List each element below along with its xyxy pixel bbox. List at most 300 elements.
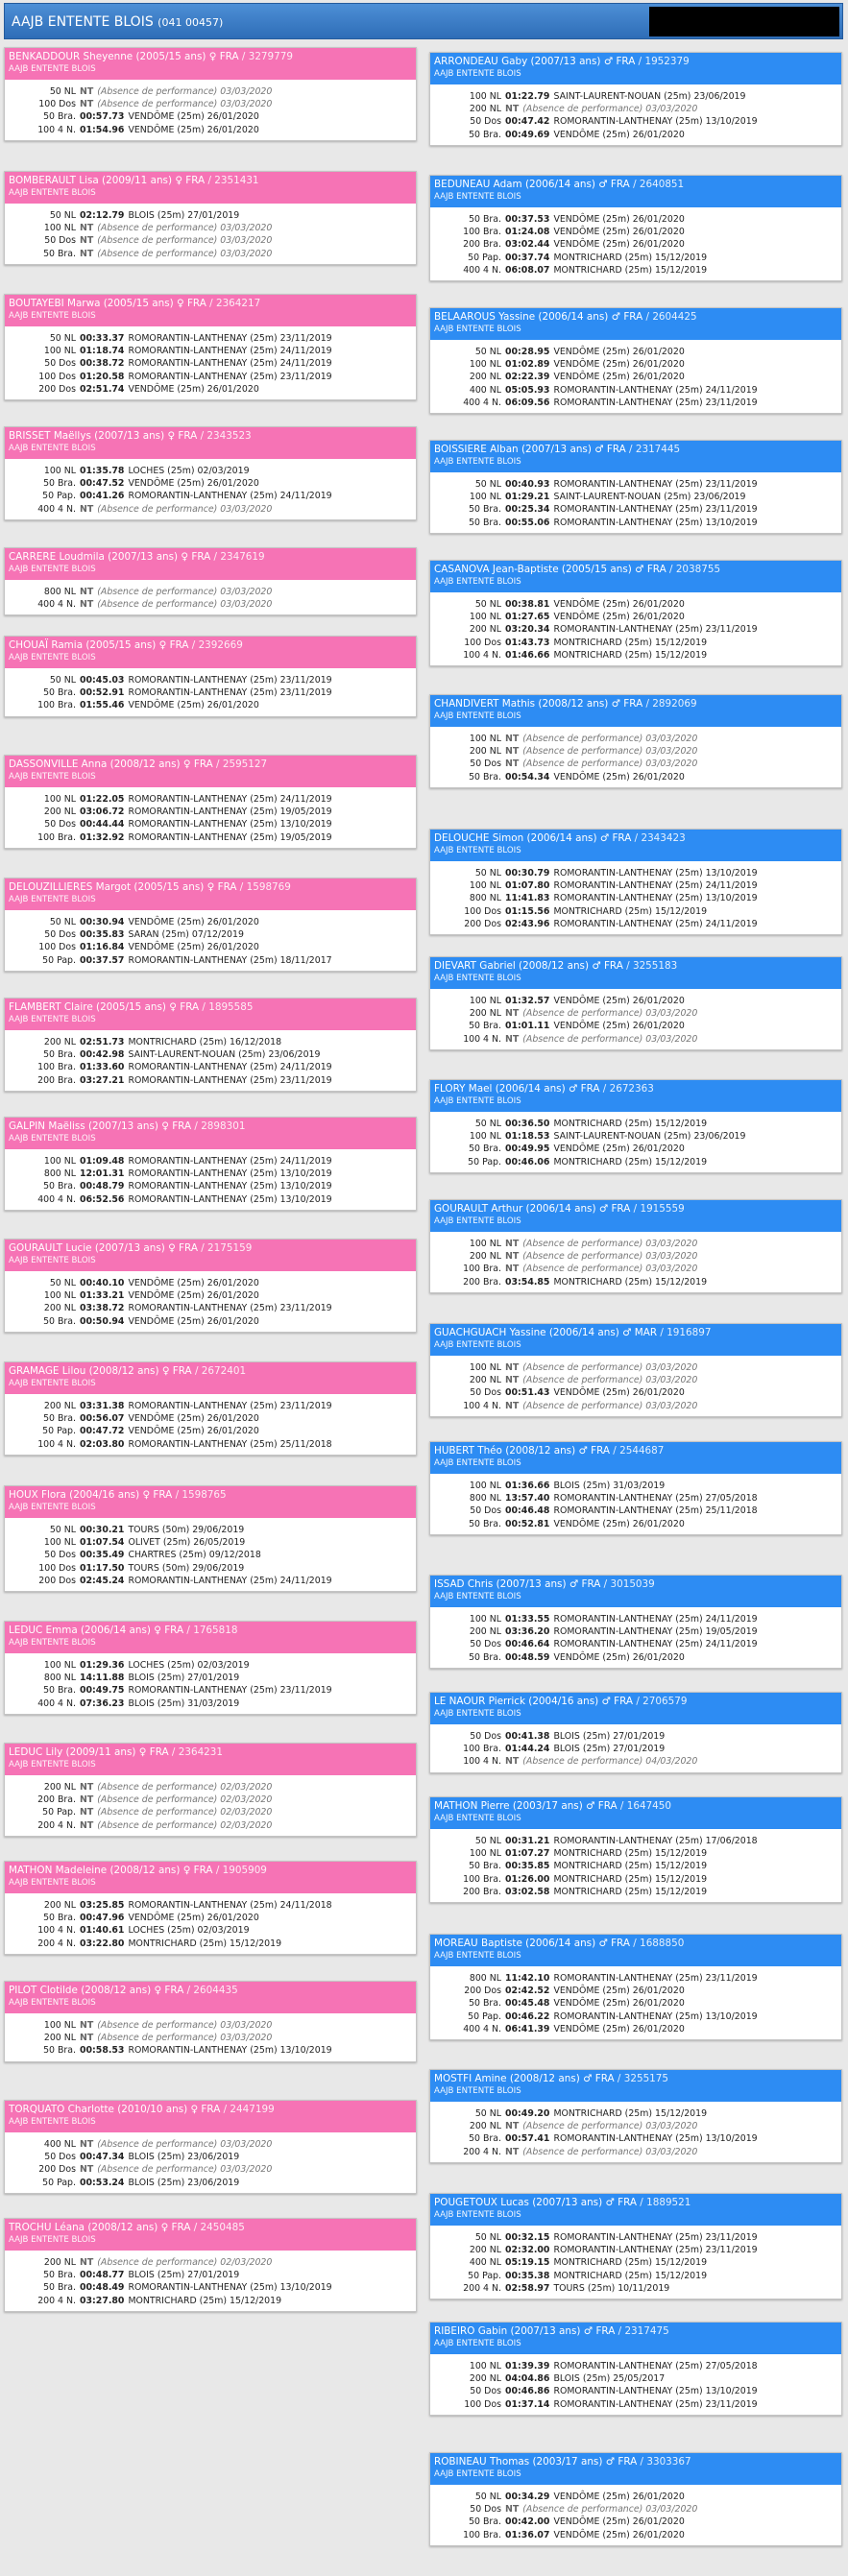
performance-time: 05:05.93 (505, 384, 550, 396)
swimmer-name[interactable] (434, 1800, 837, 1813)
swimmer-name[interactable] (434, 444, 837, 456)
event-name: 200 Bra. (463, 239, 501, 251)
event-name: 200 NL (469, 2245, 501, 2256)
swimmer-name-text[interactable]: CHANDIVERT Mathis (2008/12 ans) (434, 698, 609, 710)
performance-time: 00:49.69 (505, 129, 550, 140)
swimmer-name[interactable] (9, 430, 412, 443)
performance-location-date: LOCHES (25m) 02/03/2019 (128, 1925, 250, 1937)
swimmer-name-text[interactable]: DASSONVILLE Anna (2008/12 ans) (9, 758, 181, 770)
performance-time: NT (80, 2139, 94, 2150)
performance-row (430, 1238, 841, 1250)
performance-time: 00:41.26 (80, 491, 125, 502)
performance-time: NT (80, 1782, 94, 1793)
swimmer-name-text[interactable]: MATHON Madeleine (2008/12 ans) (9, 1865, 181, 1876)
swimmer-name[interactable] (434, 2197, 837, 2209)
swimmer-name-text[interactable]: GRAMAGE Lilou (2008/12 ans) (9, 1365, 159, 1377)
swimmer-name-text[interactable]: PILOT Clotilde (2008/12 ans) (9, 1985, 152, 1996)
event-name: 100 4 N. (37, 1438, 76, 1450)
swimmer-name[interactable] (9, 175, 412, 187)
swimmer-card (4, 294, 417, 400)
licence-id: 1916897 (666, 1327, 712, 1338)
event-name: 50 Dos (44, 819, 76, 831)
swimmer-name-text[interactable]: DELOUZILLIERES Margot (2005/15 ans) (9, 881, 205, 893)
performance-location-date: ROMORANTIN-LANTHENAY (25m) 13/10/2019 (128, 2282, 332, 2294)
event-name: 400 4 N. (37, 1193, 76, 1205)
swimmer-name-text[interactable]: GALPIN Maëliss (2007/13 ans) (9, 1120, 158, 1132)
swimmer-card (429, 1323, 842, 1417)
licence-id: 1765818 (193, 1625, 238, 1636)
event-name: 200 Dos (464, 1986, 501, 1997)
swimmer-name-text[interactable]: CHOUAÏ Ramia (2005/15 ans) (9, 639, 157, 651)
performance-row (5, 1412, 416, 1425)
swimmer-name[interactable] (434, 960, 837, 973)
licence-id: 2364231 (178, 1746, 224, 1758)
swimmer-card-header (430, 308, 841, 340)
swimmer-name-text[interactable]: POUGETOUX Lucas (2007/13 ans) (434, 2197, 603, 2208)
performance-time: 03:02.58 (505, 1886, 550, 1897)
performance-time: 03:54.85 (505, 1276, 550, 1288)
swimmer-name[interactable] (9, 1625, 412, 1637)
club-name: AAJB ENTENTE BLOIS (9, 188, 96, 198)
event-name: 100 NL (469, 1239, 501, 1249)
swimmer-card (4, 2100, 417, 2194)
swimmer-name-text[interactable]: CARRERE Loudmila (2007/13 ans) (9, 551, 179, 563)
swimmer-name[interactable] (9, 1865, 412, 1877)
performance-list (430, 1232, 841, 1292)
swimmer-name[interactable] (434, 1938, 837, 1950)
performance-location-date: (Absence de performance) 03/03/2020 (97, 503, 273, 515)
performance-location-date: (Absence de performance) 03/03/2020 (522, 104, 698, 115)
nationality: FRA (581, 1578, 601, 1590)
swimmer-name-text[interactable]: HUBERT Théo (2008/12 ans) (434, 1445, 576, 1457)
club-name: AAJB ENTENTE BLOIS (9, 444, 96, 453)
performance-time: 01:36.66 (505, 1481, 550, 1491)
swimmer-name-text[interactable]: BOISSIERE Alban (2007/13 ans) (434, 444, 592, 455)
event-name: 100 NL (43, 1290, 76, 1302)
event-name: 200 NL (469, 624, 501, 636)
event-name: 50 NL (49, 917, 76, 927)
performance-location-date: VENDÔME (25m) 26/01/2020 (553, 359, 685, 371)
performance-time: NT (505, 2504, 520, 2516)
swimmer-name-text[interactable]: RIBEIRO Gabin (2007/13 ans) (434, 2325, 581, 2337)
performance-row (430, 2529, 841, 2541)
performance-location-date: BLOIS (25m) 31/03/2019 (553, 1481, 666, 1491)
id-separator: / (191, 1120, 202, 1132)
swimmer-name[interactable] (434, 56, 837, 68)
club-code: (041 00457) (157, 16, 224, 29)
performance-time: 00:42.00 (505, 2516, 550, 2528)
event-name: 100 4 N. (463, 1033, 501, 1045)
performance-row (5, 2163, 416, 2176)
swimmer-name[interactable] (9, 1489, 412, 1502)
performance-row (430, 1020, 841, 1032)
performance-location-date: VENDÔME (25m) 26/01/2020 (553, 2023, 685, 2034)
swimmer-name[interactable] (9, 51, 412, 63)
swimmer-name[interactable] (434, 2325, 837, 2338)
performance-row (430, 2372, 841, 2385)
event-name: 50 Bra. (469, 1651, 501, 1663)
performance-location-date: MONTRICHARD (25m) 15/12/2019 (553, 1861, 708, 1872)
event-name: 50 NL (474, 2492, 501, 2502)
performance-row (430, 1755, 841, 1768)
event-name: 100 NL (469, 91, 501, 102)
swimmer-name[interactable] (434, 2456, 837, 2468)
swimmer-name-text[interactable]: FLAMBERT Claire (2005/15 ans) (9, 1001, 166, 1013)
id-separator: / (625, 444, 636, 455)
performance-row (430, 623, 841, 636)
performance-time: 00:49.75 (80, 1685, 125, 1697)
swimmer-name-text[interactable]: BENKADDOUR Sheyenne (2005/15 ans) (9, 51, 206, 62)
performance-row (430, 1835, 841, 1847)
event-name: 50 Pap. (42, 954, 76, 966)
performance-row (430, 1860, 841, 1872)
swimmer-name[interactable] (434, 832, 837, 845)
swimmer-name[interactable] (9, 551, 412, 564)
event-name: 200 NL (469, 746, 501, 758)
event-name: 400 4 N. (37, 599, 76, 611)
performance-row (5, 674, 416, 686)
redacted-block (649, 7, 839, 36)
swimmer-name-text[interactable]: CASANOVA Jean-Baptiste (2005/15 ans) (434, 564, 632, 575)
swimmer-name[interactable] (434, 2073, 837, 2085)
performance-location-date: MONTRICHARD (25m) 15/12/2019 (553, 1873, 708, 1885)
gender-symbol: ♂ (598, 179, 608, 190)
swimmer-name-text[interactable]: GUACHGUACH Yassine (2006/14 ans) (434, 1327, 619, 1338)
performance-location-date: SAINT-LAURENT-NOUAN (25m) 23/06/2019 (128, 1049, 321, 1061)
gender-symbol: ♀ (181, 551, 189, 563)
performance-location-date: VENDÔME (25m) 26/01/2020 (553, 1021, 685, 1032)
gender-symbol: ♀ (154, 1625, 161, 1636)
performance-time: 01:22.05 (80, 794, 125, 805)
performance-row (5, 1180, 416, 1192)
licence-id: 1895585 (208, 1001, 254, 1013)
performance-time: NT (505, 1756, 520, 1768)
performance-location-date: ROMORANTIN-LANTHENAY (25m) 19/05/2019 (553, 1626, 758, 1638)
performance-list (5, 1653, 416, 1714)
club-name: AAJB ENTENTE BLOIS (434, 1592, 521, 1601)
licence-id: 2317475 (624, 2325, 669, 2337)
performance-time: 05:19.15 (505, 2257, 550, 2269)
event-name: 200 NL (43, 2257, 76, 2268)
swimmer-card (429, 175, 842, 281)
event-name: 100 4 N. (463, 1400, 501, 1411)
event-name: 50 Bra. (469, 1998, 501, 2010)
swimmer-name[interactable] (9, 881, 412, 894)
licence-id: 3255183 (632, 960, 678, 972)
performance-location-date: BLOIS (25m) 25/05/2017 (553, 2373, 666, 2385)
swimmer-card (4, 171, 417, 265)
swimmer-name-text[interactable]: GOURAULT Arthur (2006/14 ans) (434, 1203, 596, 1215)
swimmer-name[interactable] (9, 1746, 412, 1759)
event-name: 50 Bra. (43, 248, 76, 259)
performance-time: NT (80, 1794, 94, 1806)
swimmer-name-text[interactable]: TROCHU Léana (2008/12 ans) (9, 2222, 158, 2233)
performance-row (430, 1007, 841, 1020)
event-name: 800 NL (43, 1673, 76, 1684)
swimmer-name[interactable] (434, 1445, 837, 1457)
event-name: 800 NL (469, 1973, 501, 1984)
performance-location-date: ROMORANTIN-LANTHENAY (25m) 23/11/2019 (553, 504, 758, 516)
event-name: 100 NL (469, 1614, 501, 1625)
event-name: 100 NL (43, 346, 76, 357)
performance-time: 00:41.38 (505, 1731, 550, 1742)
swimmer-name-text[interactable]: LE NAOUR Pierrick (2004/16 ans) (434, 1696, 599, 1707)
gender-symbol: ♀ (175, 175, 182, 186)
event-name: 100 4 N. (37, 124, 76, 135)
swimmer-name[interactable] (9, 639, 412, 652)
swimmer-name-text[interactable]: HOUX Flora (2004/16 ans) (9, 1489, 140, 1501)
swimmer-name[interactable] (9, 1985, 412, 1997)
swimmer-name[interactable] (434, 1578, 837, 1591)
swimmer-name[interactable] (434, 698, 837, 710)
performance-location-date: VENDÔME (25m) 26/01/2020 (553, 2516, 685, 2528)
swimmer-card (4, 547, 417, 615)
event-name: 50 Dos (470, 758, 501, 770)
performance-time: NT (80, 2257, 94, 2268)
performance-location-date: ROMORANTIN-LANTHENAY (25m) 23/11/2019 (553, 479, 758, 490)
swimmer-name[interactable] (434, 179, 837, 191)
event-name: 100 NL (469, 492, 501, 503)
performance-location-date: (Absence de performance) 02/03/2020 (97, 1782, 273, 1793)
swimmer-card-header (430, 561, 841, 592)
performance-time: 00:36.50 (505, 1119, 550, 1129)
swimmer-name-text[interactable]: ISSAD Chris (2007/13 ans) (434, 1578, 567, 1590)
performance-location-date: SAINT-LAURENT-NOUAN (25m) 23/06/2019 (553, 492, 746, 503)
swimmer-name-text[interactable]: LEDUC Emma (2006/14 ans) (9, 1625, 151, 1636)
performance-location-date: ROMORANTIN-LANTHENAY (25m) 23/11/2019 (128, 1685, 332, 1697)
performance-location-date: BLOIS (25m) 31/03/2019 (128, 1697, 240, 1709)
event-name: 200 NL (469, 1251, 501, 1263)
performance-row (430, 1625, 841, 1638)
performance-location-date: ROMORANTIN-LANTHENAY (25m) 25/11/2018 (553, 1505, 758, 1517)
event-name: 100 4 N. (37, 1925, 76, 1937)
id-separator: / (212, 758, 223, 770)
performance-row (430, 2010, 841, 2023)
performance-time: 00:49.20 (505, 2108, 550, 2119)
performance-location-date: (Absence de performance) 03/03/2020 (97, 2139, 273, 2150)
swimmer-name[interactable] (9, 1242, 412, 1255)
performance-row (5, 1425, 416, 1437)
swimmer-name-text[interactable]: ARRONDEAU Gaby (2007/13 ans) (434, 56, 601, 67)
swimmer-card-header (5, 2101, 416, 2132)
event-name: 100 NL (469, 1848, 501, 1860)
licence-id: 2640851 (639, 179, 685, 190)
gender-symbol: ♀ (160, 2222, 169, 2233)
swimmer-name-text[interactable]: MATHON Pierre (2003/17 ans) (434, 1800, 583, 1812)
performance-row (5, 2138, 416, 2151)
performance-time: 03:36.20 (505, 1626, 550, 1638)
performance-list (430, 207, 841, 280)
performance-list (430, 1724, 841, 1772)
event-name: 100 NL (469, 1131, 501, 1143)
performance-time: NT (505, 104, 520, 115)
event-name: 50 Bra. (469, 214, 501, 225)
swimmer-name-text[interactable]: BOUTAYEBI Marwa (2005/15 ans) (9, 298, 174, 309)
swimmer-name-text[interactable]: GOURAULT Lucie (2007/13 ans) (9, 1242, 165, 1254)
performance-location-date: SARAN (25m) 07/12/2019 (128, 929, 244, 941)
performance-location-date: ROMORANTIN-LANTHENAY (25m) 13/10/2019 (553, 2386, 758, 2397)
swimmer-name[interactable] (434, 1327, 837, 1339)
swimmer-name[interactable] (9, 2104, 412, 2116)
performance-location-date: (Absence de performance) 03/03/2020 (522, 1251, 698, 1263)
performance-row (5, 806, 416, 818)
swimmer-card (429, 694, 842, 788)
nationality: FRA (594, 2073, 615, 2084)
performance-location-date: ROMORANTIN-LANTHENAY (25m) 23/11/2019 (553, 2245, 758, 2256)
performance-time: NT (80, 1807, 94, 1818)
club-name: AAJB ENTENTE BLOIS (9, 653, 96, 662)
performance-location-date: (Absence de performance) 03/03/2020 (97, 235, 273, 247)
performance-time: 00:56.07 (80, 1413, 125, 1425)
swimmer-name-text[interactable]: BOMBERAULT Lisa (2009/11 ans) (9, 175, 173, 186)
swimmer-name-text[interactable]: MOREAU Baptiste (2006/14 ans) (434, 1938, 596, 1949)
event-name: 200 Bra. (37, 1794, 76, 1806)
swimmer-card-header (5, 1240, 416, 1271)
swimmer-card (4, 755, 417, 849)
performance-time: 00:57.73 (80, 111, 125, 123)
performance-location-date: ROMORANTIN-LANTHENAY (25m) 23/11/2019 (553, 2398, 758, 2410)
swimmer-name-text[interactable]: BEDUNEAU Adam (2006/14 ans) (434, 179, 595, 190)
performance-row (430, 1374, 841, 1386)
performance-row (5, 818, 416, 831)
performance-location-date: (Absence de performance) 03/03/2020 (97, 599, 273, 611)
performance-time: NT (505, 1264, 520, 1275)
event-name: 100 Dos (38, 942, 76, 953)
event-name: 50 NL (474, 479, 501, 490)
event-name: 400 NL (469, 384, 501, 396)
performance-row (5, 222, 416, 234)
swimmer-card (429, 1575, 842, 1669)
performance-time: 00:48.59 (505, 1651, 550, 1663)
swimmer-name[interactable] (9, 1001, 412, 1014)
performance-time: 01:33.21 (80, 1290, 125, 1302)
swimmer-name[interactable] (9, 298, 412, 310)
performance-location-date: CHARTRES (25m) 09/12/2018 (128, 1550, 261, 1561)
event-name: 100 Bra. (37, 700, 76, 711)
performance-time: 00:45.48 (505, 1998, 550, 2010)
event-name: 200 Dos (464, 918, 501, 929)
swimmer-card-header (5, 48, 416, 80)
performance-time: 00:35.38 (505, 2270, 550, 2281)
swimmer-name[interactable] (9, 1120, 412, 1133)
licence-id: 2706579 (642, 1696, 688, 1707)
swimmer-name-text[interactable]: BRISSET Maëllys (2007/13 ans) (9, 430, 165, 442)
performance-time: 01:36.07 (505, 2529, 550, 2540)
swimmer-name-text[interactable]: BELAAROUS Yassine (2006/14 ans) (434, 311, 609, 323)
event-name: 50 NL (49, 675, 76, 686)
swimmer-name[interactable] (9, 758, 412, 771)
swimmer-name-text[interactable]: DIEVART Gabriel (2008/12 ans) (434, 960, 589, 972)
performance-time: 00:37.57 (80, 954, 125, 966)
licence-id: 2317445 (635, 444, 681, 455)
performance-row (430, 1518, 841, 1530)
swimmer-card-header (430, 830, 841, 861)
performance-location-date: ROMORANTIN-LANTHENAY (25m) 13/10/2019 (553, 893, 758, 904)
event-name: 100 NL (469, 996, 501, 1006)
performance-location-date: (Absence de performance) 03/03/2020 (522, 746, 698, 758)
performance-row (430, 1743, 841, 1755)
performance-list (430, 1112, 841, 1172)
club-name: AAJB ENTENTE BLOIS (9, 2117, 96, 2127)
performance-row (5, 1912, 416, 1924)
performance-time: 00:47.42 (505, 116, 550, 128)
event-name: 400 NL (469, 2257, 501, 2269)
performance-location-date: (Absence de performance) 03/03/2020 (522, 2121, 698, 2132)
event-name: 50 Dos (470, 2386, 501, 2397)
swimmer-card-header (5, 172, 416, 204)
performance-list (5, 1030, 416, 1091)
performance-row (5, 477, 416, 490)
performance-list (5, 326, 416, 399)
performance-row (5, 699, 416, 711)
performance-time: 06:08.07 (505, 264, 550, 276)
swimmer-name[interactable] (434, 311, 837, 324)
performance-location-date: ROMORANTIN-LANTHENAY (25m) 19/05/2019 (128, 807, 332, 818)
swimmer-name-text[interactable]: FLORY Mael (2006/14 ans) (434, 1083, 566, 1095)
swimmer-name-text[interactable]: ROBINEAU Thomas (2003/17 ans) (434, 2456, 603, 2468)
event-name: 200 Dos (38, 383, 76, 395)
performance-location-date: (Absence de performance) 03/03/2020 (97, 2020, 273, 2031)
id-separator: / (635, 56, 645, 67)
performance-time: 01:33.60 (80, 1062, 125, 1073)
performance-location-date: ROMORANTIN-LANTHENAY (25m) 24/11/2019 (128, 794, 332, 805)
performance-time: 00:49.95 (505, 1144, 550, 1155)
performance-row (5, 1575, 416, 1587)
performance-row (5, 1315, 416, 1328)
licence-id: 1598765 (182, 1489, 227, 1501)
event-name: 50 Dos (470, 2504, 501, 2516)
performance-time: 00:47.34 (80, 2152, 125, 2163)
performance-row (5, 345, 416, 357)
swimmer-name[interactable] (434, 1696, 837, 1708)
nationality: FRA (172, 1365, 192, 1377)
performance-row (430, 358, 841, 371)
swimmer-name[interactable] (9, 2222, 412, 2234)
swimmer-card-header (5, 637, 416, 668)
event-name: 50 Dos (470, 1505, 501, 1517)
performance-location-date: VENDÔME (25m) 26/01/2020 (553, 771, 685, 782)
event-name: 100 NL (43, 466, 76, 476)
event-name: 200 NL (469, 372, 501, 383)
swimmer-name[interactable] (434, 1083, 837, 1095)
performance-time: 02:03.80 (80, 1438, 125, 1450)
performance-row (5, 2044, 416, 2057)
swimmer-name-text[interactable]: TORQUATO Charlotte (2010/10 ans) (9, 2104, 188, 2115)
event-name: 50 NL (474, 2108, 501, 2119)
performance-time: 02:42.52 (505, 1986, 550, 1997)
performance-location-date: (Absence de performance) 03/03/2020 (522, 758, 698, 770)
swimmer-card-header (430, 441, 841, 472)
performance-row (430, 1613, 841, 1625)
swimmer-name[interactable] (434, 564, 837, 576)
swimmer-card-header (5, 1362, 416, 1394)
performance-row (5, 1155, 416, 1168)
swimmer-name-text[interactable]: DELOUCHE Simon (2006/14 ans) (434, 832, 597, 844)
performance-row (5, 1697, 416, 1710)
performance-location-date: OLIVET (25m) 26/05/2019 (128, 1537, 246, 1549)
swimmer-name[interactable] (434, 1203, 837, 1216)
swimmer-name[interactable] (9, 1365, 412, 1378)
performance-time: NT (80, 99, 94, 110)
performance-row (430, 478, 841, 491)
performance-row (430, 2360, 841, 2372)
swimmer-name-text[interactable]: MOSTFI Amine (2008/12 ans) (434, 2073, 580, 2084)
performance-location-date: VENDÔME (25m) 26/01/2020 (553, 129, 685, 140)
id-separator: / (599, 1083, 610, 1095)
event-name: 100 4 N. (463, 649, 501, 661)
swimmer-name-text[interactable]: LEDUC Lily (2009/11 ans) (9, 1746, 136, 1758)
club-name: AAJB ENTENTE BLOIS (434, 2339, 521, 2348)
